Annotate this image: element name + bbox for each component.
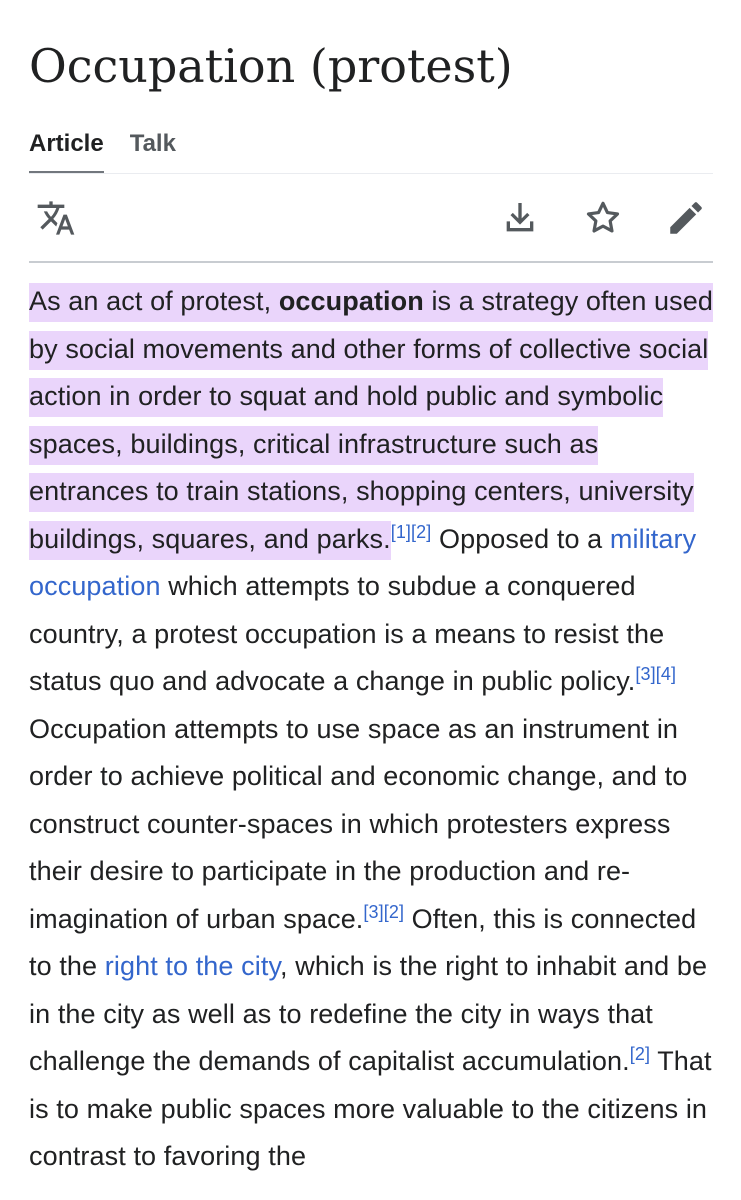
link-military-occupation[interactable]: military occupation: [29, 523, 697, 601]
citation-2c[interactable]: [2]: [629, 1044, 651, 1064]
highlighted-sentence: As an act of protest, occupation is a strategy often used by social movements and other forms of collective social action in order to squat and hold public and symbolic spaces, buildings, critical infrastructure such as entrances to train stations, shopping centers, university buildings, squares, and parks.: [29, 283, 713, 560]
citation-3[interactable]: [3]: [635, 664, 656, 684]
citation-3b[interactable]: [3]: [363, 901, 384, 922]
toolbar-divider: [29, 261, 713, 263]
download-icon[interactable]: [498, 196, 542, 240]
citation-2[interactable]: [2]: [411, 521, 432, 542]
watch-star-icon[interactable]: [581, 196, 625, 240]
citation-1[interactable]: [1]: [390, 521, 412, 542]
link-right-to-the-city[interactable]: right to the city: [104, 951, 281, 981]
page-title: Occupation (protest): [29, 39, 513, 93]
citation-2b[interactable]: [2]: [383, 901, 405, 922]
tab-talk[interactable]: Talk: [129, 130, 176, 157]
bold-term: occupation: [278, 286, 424, 316]
language-icon[interactable]: [34, 196, 78, 240]
article-paragraph: As an act of protest, occupation is a strategy often used by social movements and other forms of collective social action in order to squat and hold public and symbolic spaces, buildings, critical infrastructure such as entrances to train stations, shopping centers, university buildings, squares, and parks.[1][2] Opposed to a military occupation which attempts to subdue a conquered country, a protest occupation is a means to resist the status quo and advocate a change in public policy.[3][4] Occupation attempts to use space as an instrument in order to achieve political and economic change, and to construct counter-spaces in which protesters express their desire to participate in the production and re-imagination of urban space.[3][2] Often, this is connected to the right to the city, which is the right to inhabit and be in the city as well as to redefine the city in ways that challenge the demands of capitalist accumulation.[2] That is to make public spaces more valuable to the citizens in contrast to favoring the: [29, 278, 719, 1181]
tabs-divider: [29, 173, 713, 174]
edit-pencil-icon[interactable]: [664, 196, 708, 240]
tab-article[interactable]: Article: [29, 124, 104, 174]
citation-4[interactable]: [4]: [655, 664, 677, 684]
page-tabs: [29, 124, 176, 174]
